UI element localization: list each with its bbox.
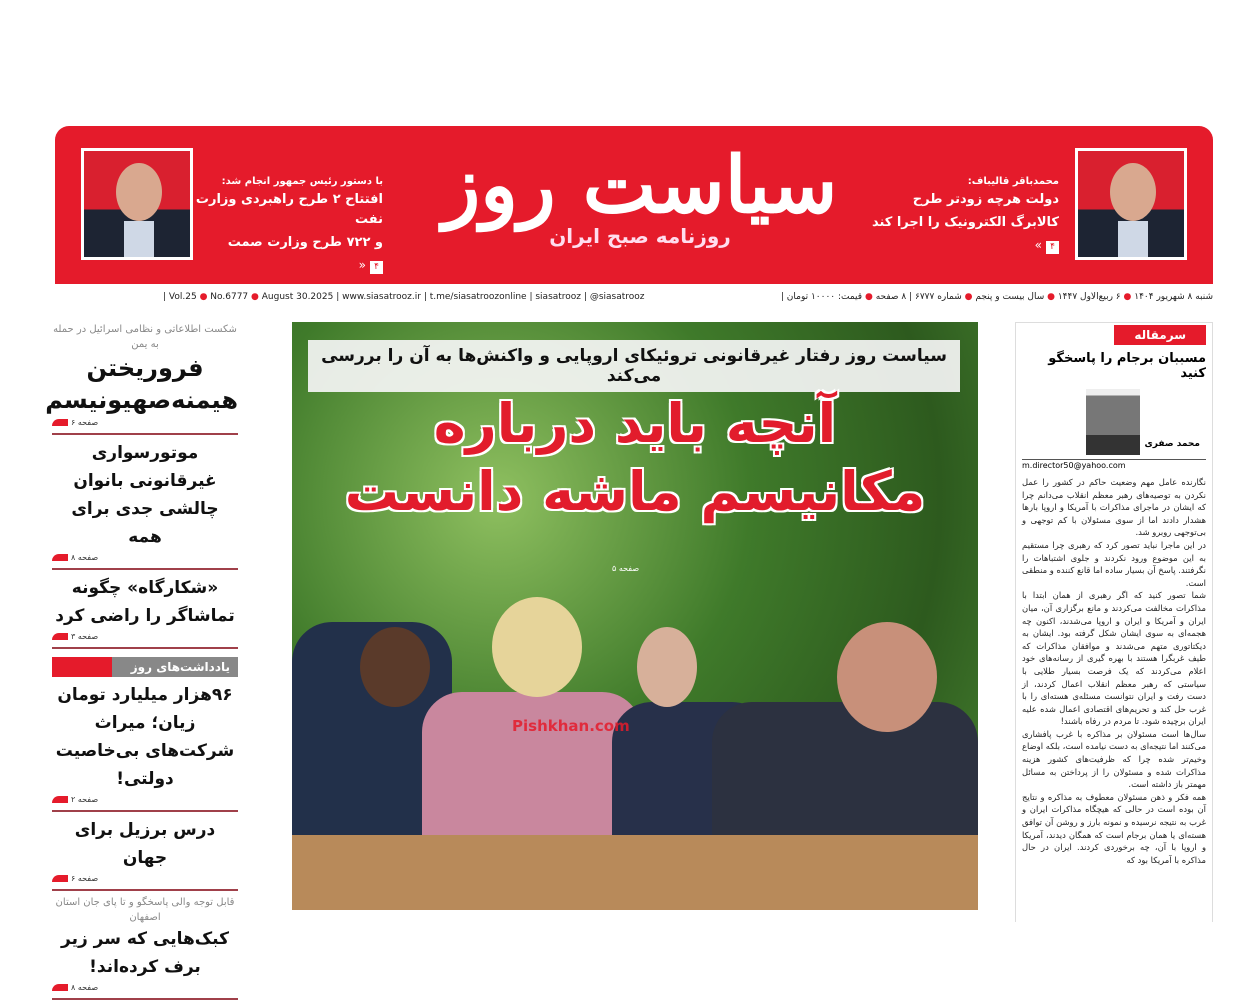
paragraph: شما تصور کنید که اگر رهبری از همان ابتدا با مذاکرات مخالفت می‌کردند و مانع برگزاری آن، میان ایران و آمریکا و ایران و اروپا می‌شدند، اکنون چه هجمه‌ای به سوی ایشان شکل گرفته بود. ایشان به دیکتاتوری متهم می‌شدند و موافقان مذاکرات که طیف غربگرا هستند با بهره گیری از رسانه‌های خود اعلام می‌کردند که یک فرصت بسیار طلایی با سیاستی که رهبر معظم انقلاب اعمال کردند، از دست رفت و ایران نتوانست مسئله‌ی هسته‌ای را با غرب حل کند و تحریم‌های اقتصادی اعمال شده علیه ایران برچیده شود. تا مردم در رفاه باشند! (1022, 590, 1206, 727)
page-ref: صفحه ۵ (612, 564, 640, 573)
page-ref: صفحه ۶ (52, 874, 238, 883)
pezeshkian-photo (81, 148, 193, 260)
headline: کبک‌هایی که سر زیر برف کرده‌اند! (61, 929, 229, 977)
left-banner-news[interactable] (193, 176, 383, 274)
editorial-body (1022, 476, 1206, 866)
page-ref: صفحه ۸ (52, 983, 238, 992)
person-head (837, 622, 937, 732)
persian-info: شنبه ۸ شهریور ۱۴۰۴ ● ۶ ربیع‌الاول ۱۴۴۷ ● سال بیست و پنجم ● شماره ۶۷۷۷ | ۸ صفحه ● قیمت: ۱۰۰۰۰ تومان | (780, 292, 1213, 302)
author-photo (1086, 389, 1140, 455)
main-story-subhead: سیاست روز رفتار غیرقانونی تروئیکای اروپایی و واکنش‌ها به آن را بررسی می‌کند (308, 340, 960, 392)
page-marker-icon (52, 419, 68, 426)
headline: افتتاح ۲ طرح راهبردی وزارت نفت (195, 192, 383, 227)
paragraph: در این ماجرا نباید تصور کرد که رهبری چرا مستقیم به این موضوع ورود نکردند و جلوی اشتباهات را نگرفتند. پاسخ آن بسیار ساده اما قانع کننده و منطقی است. (1022, 539, 1206, 588)
ghalibaf-photo (1075, 148, 1187, 260)
kicker: با دستور رئیس جمهور انجام شد: (221, 176, 383, 187)
paragraph: نگارنده عامل مهم وضعیت حاکم در کشور را عمل نکردن به توصیه‌های رهبر معظم انقلاب می‌دانم چرا که ایشان در ماجرای مذاکرات با آمریکا و اروپا بارها هشدار دادند اما از سوی مسئولان با کم توجهی و بی‌توجهی روبرو شد. (1022, 477, 1206, 538)
right-banner-news[interactable] (869, 176, 1059, 254)
paragraph: سال‌ها است مسئولان بر مذاکره با غرب پافشاری می‌کنند اما نتیجه‌ای به دست نیامده است، بلکه اوضاع وخیم‌تر شده چرا که ظرفیت‌های کشور هزینه مذاکرات شده و مسئولان را از پرداختن به مسائل مهمتر باز داشته است. (1022, 728, 1206, 790)
newspaper-logo (440, 126, 840, 284)
editorial-title[interactable]: مسببان برجام را پاسخگو کنید (1048, 351, 1206, 381)
news-item[interactable] (52, 891, 238, 1000)
page-marker-icon (52, 875, 68, 882)
main-story-headline[interactable]: آنچه باید درباره مکانیسم ماشه دانست (344, 392, 926, 523)
headline: «شکارگاه» چگونه تماشاگر را راضی کرد (55, 578, 235, 626)
page-marker-icon (52, 984, 68, 991)
person-head (637, 627, 697, 707)
notes-section-label: یادداشت‌های روز (52, 657, 238, 677)
page-ref: صفحه ۲ (52, 795, 238, 804)
chevron-icon: « (358, 258, 366, 272)
page-ref: صفحه ۸ (52, 553, 238, 562)
kicker: شکست اطلاعاتی و نظامی اسرائیل در حمله به یمن (53, 324, 237, 350)
headline: و ۷۲۲ طرح وزارت صمت (227, 235, 383, 250)
telegram-link[interactable]: t.me/siasatroozonline (429, 292, 527, 302)
page-ref: ۴ (1046, 241, 1059, 254)
logo-tagline: روزنامه صبح ایران (549, 224, 731, 248)
page-marker-icon (52, 796, 68, 803)
instagram-link[interactable]: siasatrooz (535, 292, 582, 302)
info-bar (163, 290, 1213, 304)
page-ref: صفحه ۳ (52, 632, 238, 641)
news-item[interactable] (52, 812, 238, 891)
watermark: Pishkhan.com (512, 717, 630, 735)
main-story-photo[interactable] (292, 322, 978, 910)
headline: فروریختن هیمنه‌صهیونیسم (45, 354, 238, 414)
page-ref: ۴ (370, 261, 383, 274)
news-item[interactable] (52, 570, 238, 649)
page-marker-icon (52, 633, 68, 640)
editorial-tag: سرمقاله (1114, 325, 1206, 345)
author-block (1022, 389, 1206, 459)
author-name: محمد صفری (1144, 439, 1200, 449)
twitter-link[interactable]: @siasatrooz (589, 292, 645, 302)
masthead-banner (55, 126, 1213, 284)
news-item[interactable] (52, 677, 238, 812)
kicker: محمدباقر قالیباف: (967, 176, 1059, 187)
news-item[interactable] (45, 318, 238, 435)
page-ref: صفحه ۶ (52, 418, 238, 427)
headline: ۹۶هزار میلیارد تومان زیان؛ میراث شرکت‌های بی‌خاصیت دولتی! (55, 685, 235, 789)
page-marker-icon (52, 554, 68, 561)
logo-name: سیاست روز (442, 140, 838, 231)
chevron-icon: » (1034, 238, 1042, 252)
english-info: | Vol.25 ● No.6777 ● August 30.2025 | www.siasatrooz.ir | t.me/siasatroozonline | siasatrooz | @siasatrooz (163, 292, 645, 302)
kicker: قابل توجه والی پاسخگو و تا پای جان استان اصفهان (55, 897, 235, 923)
author-email[interactable]: m.director50@yahoo.com (1022, 459, 1206, 470)
person-head (492, 597, 582, 697)
person-head (360, 627, 430, 707)
headline: دولت هرچه زودتر طرح (912, 192, 1059, 207)
table (292, 835, 978, 910)
headline: کالابرگ الکترونیک را اجرا کند (871, 215, 1059, 230)
website-link[interactable]: www.siasatrooz.ir (342, 292, 421, 302)
headline: موتورسواری غیرقانونی بانوان چالشی جدی برای همه (71, 443, 219, 547)
editorial-column (1015, 322, 1213, 922)
news-item[interactable] (52, 435, 238, 570)
headline: درس برزیل برای جهان (74, 820, 216, 868)
left-column (45, 318, 238, 1000)
paragraph: همه فکر و ذهن مسئولان معطوف به مذاکره و نتایج آن بوده است در حالی که هیچگاه مذاکرات ایران و غرب به نتیجه نرسیده و نمونه بارز و روشن آن توافق هسته‌ای یا همان برجام است که همگان دیدند، آمریکا و اروپا با آن، چه برخوردی کردند. ایران در حال مذاکره با آمریکا بود که (1022, 791, 1206, 865)
